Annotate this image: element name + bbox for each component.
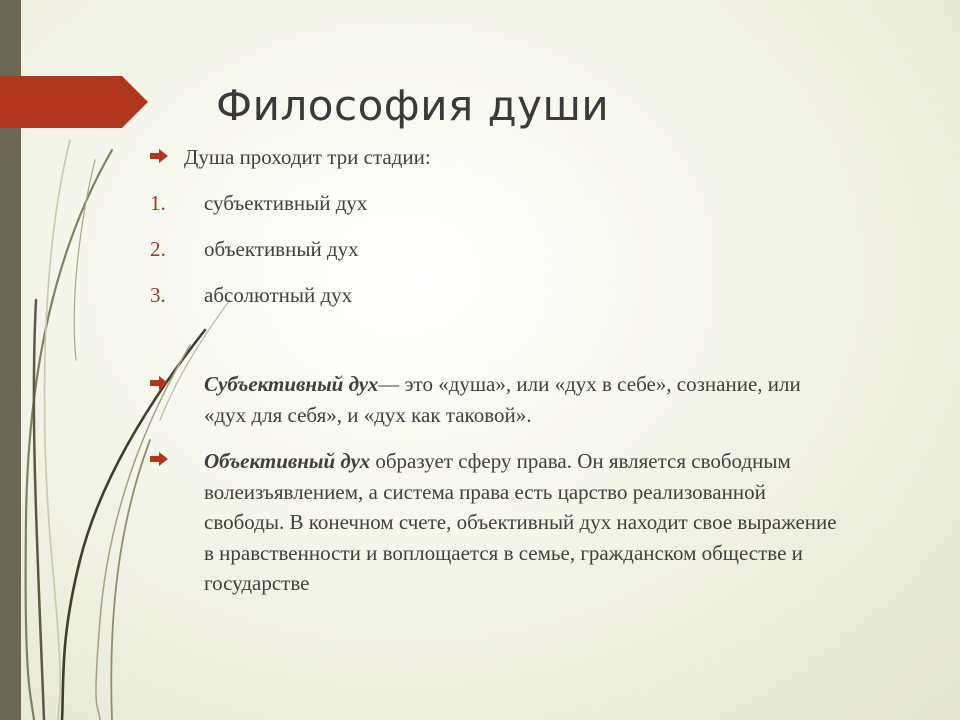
list-number: 3.: [150, 283, 166, 307]
list-text: абсолютный дух: [204, 283, 353, 307]
list-text: объективный дух: [204, 237, 359, 261]
arrow-bullet-icon: [150, 376, 168, 390]
paragraph-objective: [204, 446, 844, 599]
intro-text: Душа проходит три стадии:: [184, 145, 431, 169]
list-number: 1.: [150, 191, 166, 215]
paragraph-text: — это «душа», или «дух в себе», сознание, или «дух для себя», и «дух как таковой».: [204, 372, 801, 427]
arrow-bullet-icon: [150, 452, 168, 466]
term-subjective: Субъективный дух: [204, 372, 379, 396]
list-text: субъективный дух: [204, 191, 368, 215]
list-number: 2.: [150, 237, 166, 261]
paragraph-subjective: [204, 369, 844, 430]
paragraph-text: образует сферу права. Он является свободным волеизъявлением, а система права есть царство реализованной свободы. В конечном счете, объективный дух находит свое выражение в нравственности и воплощается в семье, гражданском обществе и государстве: [204, 449, 837, 595]
term-objective: Объективный дух: [204, 449, 371, 473]
title-accent-tab: [0, 76, 150, 128]
arrow-bullet-icon: [150, 149, 168, 163]
slide-title: Философия души: [216, 81, 610, 130]
